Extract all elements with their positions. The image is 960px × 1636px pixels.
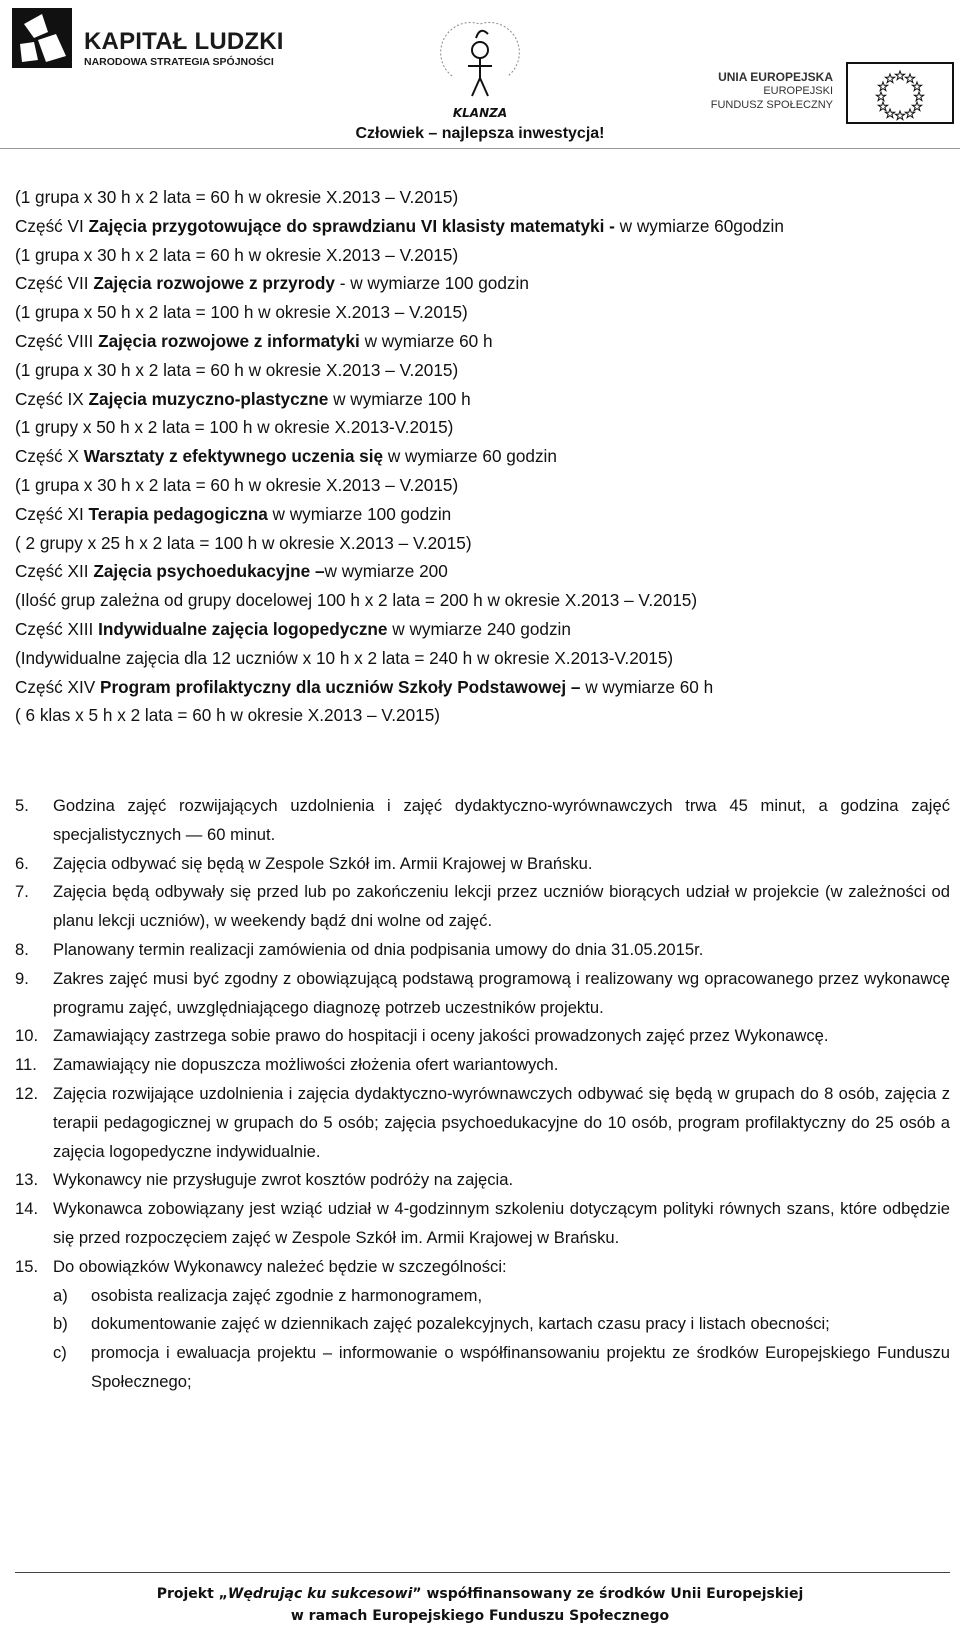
list-item-number: 7. xyxy=(15,882,29,902)
list-item-number: 15. xyxy=(15,1256,39,1276)
list-item xyxy=(15,1051,950,1080)
list-item-text: Planowany termin realizacji zamówienia od dnia podpisania umowy do dnia 31.05.2015r. xyxy=(53,939,704,959)
list-item xyxy=(15,1166,950,1195)
part-line xyxy=(15,442,950,471)
part-title: Terapia pedagogiczna xyxy=(88,503,268,524)
footer-line-2: w ramach Europejskiego Funduszu Społecznego xyxy=(290,1608,670,1624)
kapital-ludzki-subtitle: NARODOWA STRATEGIA SPÓJNOŚCI xyxy=(84,56,274,68)
part-line xyxy=(15,269,950,298)
sub-list-item-text: dokumentowanie zajęć w dziennikach zajęć pozalekcyjnych, kartach czasu pracy i listach obecności; xyxy=(91,1314,830,1334)
part-line-text: (1 grupa x 30 h x 2 lata = 60 h w okresie X.2013 – V.2015) xyxy=(15,474,459,495)
part-scope: w wymiarze 100 godzin xyxy=(267,503,452,524)
parts-list xyxy=(15,183,950,730)
list-item-number: 9. xyxy=(15,968,29,988)
part-scope: w wymiarze 200 xyxy=(324,561,448,582)
list-item xyxy=(15,1022,950,1051)
eu-stars-icon xyxy=(848,64,952,122)
part-line-text: Część IX xyxy=(15,388,89,409)
part-line-text: (1 grupa x 30 h x 2 lata = 60 h w okresie X.2013 – V.2015) xyxy=(15,359,459,380)
footer-project-name: Wędrując ku sukcesowi xyxy=(227,1586,413,1602)
part-line xyxy=(15,241,950,270)
part-line xyxy=(15,471,950,500)
sub-list-item-letter: a) xyxy=(53,1285,68,1305)
ue-line-1: UNIA EUROPEJSKA xyxy=(718,70,833,84)
part-line-text: (1 grupa x 50 h x 2 lata = 100 h w okresie X.2013 – V.2015) xyxy=(15,302,468,323)
part-scope: w wymiarze 240 godzin xyxy=(387,618,571,639)
part-line xyxy=(15,413,950,442)
part-line xyxy=(15,557,950,586)
part-line-text: (Ilość grup zależna od grupy docelowej 100 h x 2 lata = 200 h w okresie X.2013 – V.2015) xyxy=(15,590,698,611)
page-header xyxy=(0,0,960,152)
part-title: Indywidualne zajęcia logopedyczne xyxy=(98,618,388,639)
list-item-text: Zamawiający nie dopuszcza możliwości złożenia ofert wariantowych. xyxy=(53,1055,559,1075)
ue-text-block xyxy=(708,70,833,112)
part-scope: w wymiarze 60 h xyxy=(359,330,493,351)
page-footer xyxy=(0,1583,960,1627)
klanza-logo xyxy=(440,16,520,120)
list-item-number: 5. xyxy=(15,796,29,815)
part-line xyxy=(15,500,950,529)
part-scope: w wymiarze 60 h xyxy=(580,676,714,697)
part-line-text: Część VI xyxy=(15,215,89,236)
part-line-text: ( 2 grupy x 25 h x 2 lata = 100 h w okresie X.2013 – V.2015) xyxy=(15,532,472,553)
part-line xyxy=(15,298,950,327)
part-title: Program profilaktyczny dla uczniów Szkoły Podstawowej – xyxy=(100,676,581,697)
eu-flag-icon xyxy=(846,62,954,124)
part-title: Zajęcia psychoedukacyjne – xyxy=(93,561,325,582)
list-item-text: Zajęcia rozwijające uzdolnienia i zajęcia dydaktyczno-wyrównawczych odbywać się będą w grupach do 8 osób, zajęcia z terapii pedagogicznej w grupach do 5 osób; zajęcia psychoedukacyjne do 10 osób, program profilaktyczny do 25 osób a zajęcia logopedyczne indywidualnie. xyxy=(53,1083,950,1161)
ue-line-2: EUROPEJSKI xyxy=(763,85,833,97)
list-item-text: Zakres zajęć musi być zgodny z obowiązującą podstawą programową i realizowany wg opracowanego przez wykonawcę programu zajęć, uwzględniającego diagnozę potrzeb uczestników projektu. xyxy=(53,968,950,1017)
numbered-list xyxy=(15,792,950,1397)
list-item-number: 11. xyxy=(15,1055,37,1075)
sub-list-item-text: promocja i ewaluacja projektu – informowanie o współfinansowaniu projektu ze środków Europejskiego Funduszu Społecznego; xyxy=(91,1343,950,1391)
list-item-text: Zamawiający zastrzega sobie prawo do hospitacji i oceny jakości prowadzonych zajęć przez Wykonawcę. xyxy=(53,1026,829,1046)
part-line-text: Część XI xyxy=(15,503,89,524)
part-line-text: (Indywidualne zajęcia dla 12 uczniów x 10 h x 2 lata = 240 h w okresie X.2013-V.2015) xyxy=(15,647,674,668)
part-line xyxy=(15,529,950,558)
list-item xyxy=(15,792,950,850)
klanza-wordmark: KLANZA xyxy=(452,106,508,120)
list-item-number: 6. xyxy=(15,853,29,873)
part-line-text: Część XIII xyxy=(15,618,99,639)
header-divider xyxy=(0,148,960,149)
list-item-number: 8. xyxy=(15,939,29,959)
list-item xyxy=(15,850,950,879)
footer-line-1-post: ” współfinansowany ze środków Unii Europejskiej xyxy=(412,1586,804,1602)
part-line xyxy=(15,356,950,385)
part-scope: w wymiarze 100 h xyxy=(328,388,471,409)
part-line xyxy=(15,212,950,241)
part-line xyxy=(15,586,950,615)
list-item xyxy=(15,936,950,965)
sub-list-item xyxy=(15,1339,950,1397)
part-line-text: Część XII xyxy=(15,561,94,582)
footer-line-1 xyxy=(0,1583,960,1605)
footer-line-1-pre: Projekt „ xyxy=(156,1586,228,1602)
ue-line-3: FUNDUSZ SPOŁECZNY xyxy=(710,99,833,111)
part-line-text: Część VIII xyxy=(15,330,99,351)
part-line xyxy=(15,183,950,212)
part-title: Zajęcia rozwojowe z informatyki xyxy=(98,330,360,351)
sub-list-item-letter: b) xyxy=(53,1314,68,1334)
part-line-text: (1 grupa x 30 h x 2 lata = 60 h w okresie X.2013 – V.2015) xyxy=(15,244,459,265)
list-item-number: 13. xyxy=(15,1170,39,1190)
part-line xyxy=(15,701,950,730)
list-item xyxy=(15,878,950,936)
part-line-text: ( 6 klas x 5 h x 2 lata = 60 h w okresie X.2013 – V.2015) xyxy=(15,705,441,726)
part-line xyxy=(15,644,950,673)
list-item-number: 10. xyxy=(15,1026,39,1046)
list-item-text: Wykonawca zobowiązany jest wziąć udział w 4-godzinnym szkoleniu dotyczącym polityki równych szans, które odbędzie się przed rozpoczęciem zajęć w Zespole Szkół im. Armii Krajowej w Brańsku. xyxy=(53,1199,950,1247)
sub-list-item-text: osobista realizacja zajęć zgodnie z harmonogramem, xyxy=(91,1285,483,1305)
part-scope: - w wymiarze 100 godzin xyxy=(334,273,529,294)
kapital-ludzki-mark-icon xyxy=(8,4,76,72)
sub-list-item xyxy=(15,1310,950,1339)
list-item-text: Godzina zajęć rozwijających uzdolnienia i zajęć dydaktyczno-wyrównawczych trwa 45 minut, a godzina zajęć specjalistycznych — 60 minut. xyxy=(53,796,950,844)
kapital-ludzki-title: KAPITAŁ LUDZKI xyxy=(84,28,284,55)
list-item-number: 14. xyxy=(15,1199,39,1219)
list-item-text: Do obowiązków Wykonawcy należeć będzie w szczególności: xyxy=(53,1256,507,1276)
part-line xyxy=(15,673,950,702)
sub-list-item xyxy=(15,1282,950,1311)
sub-list-item-letter: c) xyxy=(53,1343,67,1363)
list-item xyxy=(15,1253,950,1282)
part-line-text: Część VII xyxy=(15,273,94,294)
part-line xyxy=(15,385,950,414)
part-line xyxy=(15,327,950,356)
motto: Człowiek – najlepsza inwestycja! xyxy=(355,125,605,142)
list-item-text: Zajęcia będą odbywały się przed lub po zakończeniu lekcji przez uczniów biorących udział w projekcie (w zależności od planu lekcji uczniów), w weekendy bądź dni wolne od zajęć. xyxy=(53,882,950,931)
part-title: Warsztaty z efektywnego uczenia się xyxy=(83,446,384,467)
part-title: Zajęcia muzyczno-plastyczne xyxy=(88,388,329,409)
part-line xyxy=(15,615,950,644)
part-line-text: (1 grupy x 50 h x 2 lata = 100 h w okresie X.2013-V.2015) xyxy=(15,417,454,438)
part-line-text: (1 grupa x 30 h x 2 lata = 60 h w okresie X.2013 – V.2015) xyxy=(15,187,459,207)
list-item-text: Zajęcia odbywać się będą w Zespole Szkół im. Armii Krajowej w Brańsku. xyxy=(53,853,593,873)
part-scope: w wymiarze 60 godzin xyxy=(383,446,557,467)
footer-divider xyxy=(15,1572,950,1573)
list-item xyxy=(15,1080,950,1166)
part-title: Zajęcia rozwojowe z przyrody xyxy=(93,273,335,294)
list-item-number: 12. xyxy=(15,1083,39,1103)
list-item xyxy=(15,1195,950,1253)
part-line-text: Część XIV xyxy=(15,676,101,697)
part-line-text: Część X xyxy=(15,446,84,467)
list-item xyxy=(15,965,950,1023)
part-title: Zajęcia przygotowujące do sprawdzianu VI klasisty matematyki - xyxy=(88,215,615,236)
list-item-text: Wykonawcy nie przysługuje zwrot kosztów podróży na zajęcia. xyxy=(53,1170,514,1190)
kapital-ludzki-logo xyxy=(8,4,298,76)
part-scope: w wymiarze 60godzin xyxy=(614,215,784,236)
klanza-figure-icon xyxy=(440,16,520,106)
